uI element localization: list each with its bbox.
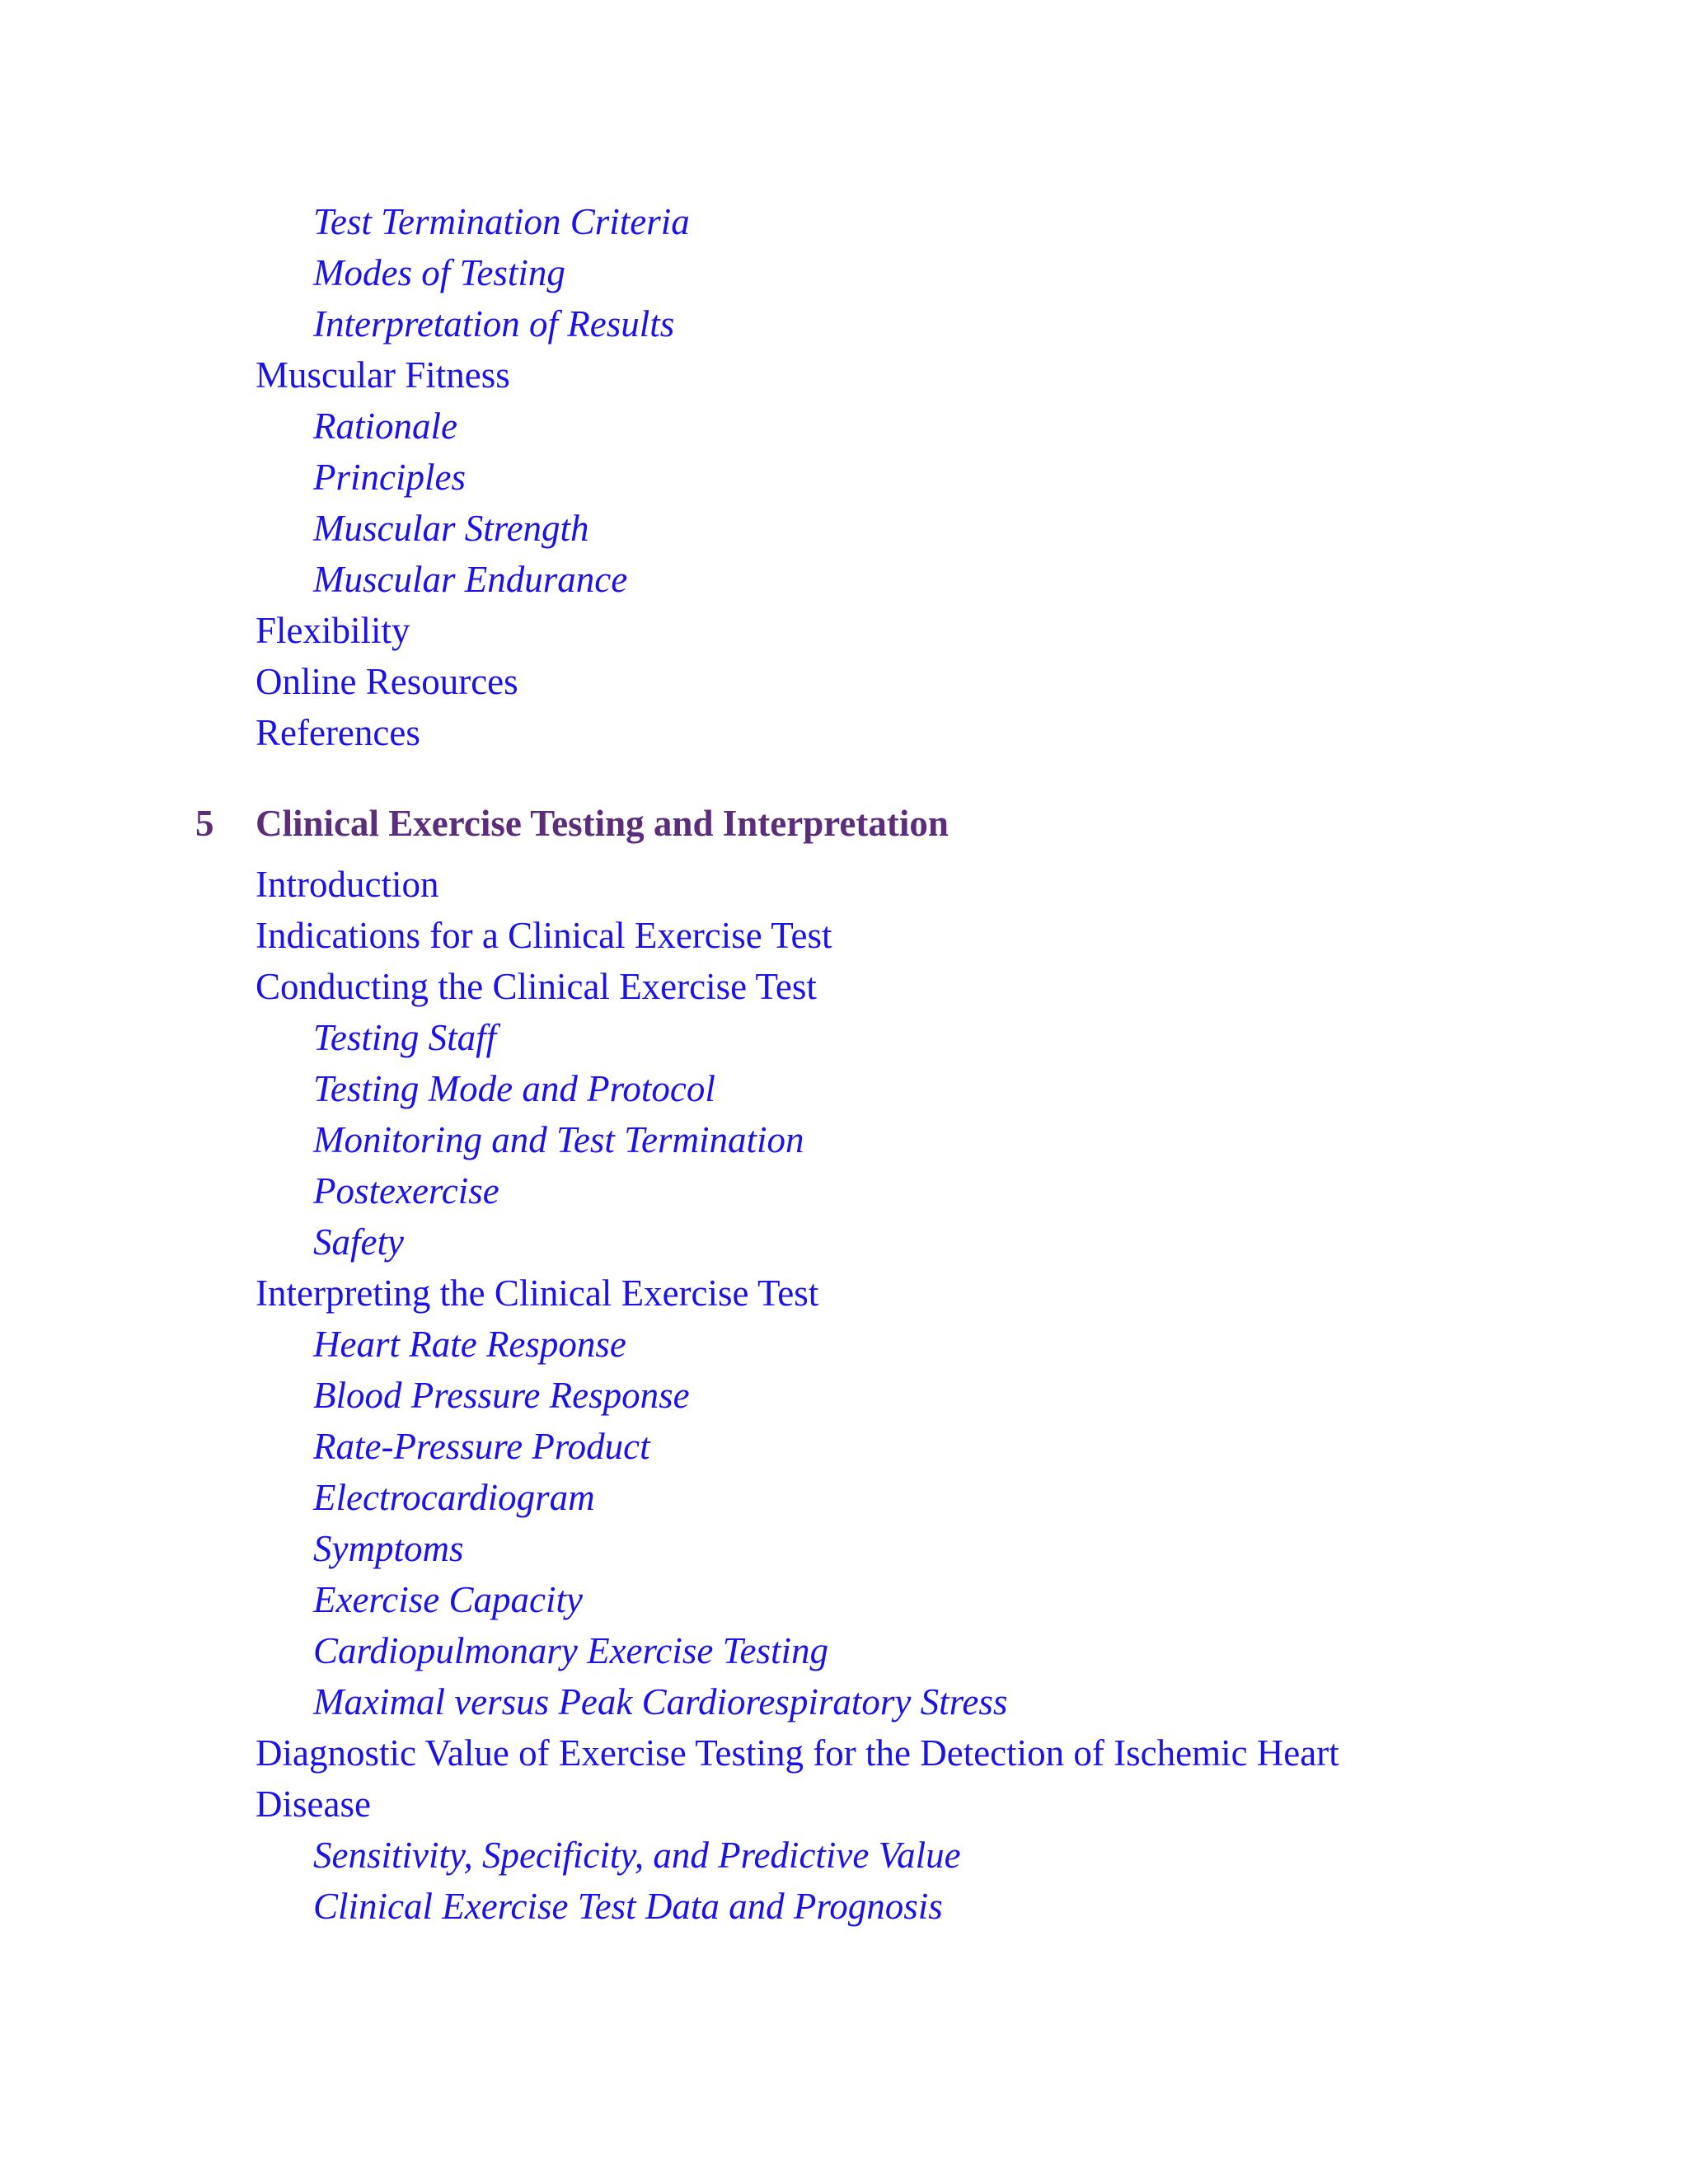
toc-link-test-data-prognosis[interactable]: Clinical Exercise Test Data and Prognosis xyxy=(313,1886,943,1927)
toc-link-electrocardiogram[interactable]: Electrocardiogram xyxy=(313,1477,595,1518)
toc-link-rationale[interactable]: Rationale xyxy=(313,405,457,447)
toc-link-diagnostic-value-cont[interactable]: Disease xyxy=(256,1783,371,1825)
toc-link-indications[interactable]: Indications for a Clinical Exercise Test xyxy=(256,915,832,956)
toc-link-rate-pressure-product[interactable]: Rate-Pressure Product xyxy=(313,1426,650,1467)
toc-link-safety[interactable]: Safety xyxy=(313,1221,404,1263)
toc-link-symptoms[interactable]: Symptoms xyxy=(313,1528,464,1569)
toc-link-testing-mode-protocol[interactable]: Testing Mode and Protocol xyxy=(313,1068,715,1109)
toc-link-testing-staff[interactable]: Testing Staff xyxy=(313,1017,497,1058)
toc-link-cardiopulmonary-testing[interactable]: Cardiopulmonary Exercise Testing xyxy=(313,1630,828,1671)
chapter-number: 5 xyxy=(195,803,214,844)
toc-link-flexibility[interactable]: Flexibility xyxy=(256,610,410,651)
chapter-title: Clinical Exercise Testing and Interpretation xyxy=(256,803,949,844)
toc-link-blood-pressure-response[interactable]: Blood Pressure Response xyxy=(313,1375,690,1416)
toc-link-interpretation-of-results[interactable]: Interpretation of Results xyxy=(313,303,675,344)
toc-link-online-resources[interactable]: Online Resources xyxy=(256,661,518,702)
toc-link-exercise-capacity[interactable]: Exercise Capacity xyxy=(313,1579,583,1620)
toc-link-monitoring-termination[interactable]: Monitoring and Test Termination xyxy=(313,1119,804,1160)
toc-link-postexercise[interactable]: Postexercise xyxy=(313,1170,499,1212)
toc-link-interpreting-test[interactable]: Interpreting the Clinical Exercise Test xyxy=(256,1272,819,1314)
toc-link-muscular-endurance[interactable]: Muscular Endurance xyxy=(313,559,628,600)
toc-link-muscular-strength[interactable]: Muscular Strength xyxy=(313,508,589,549)
toc-link-sensitivity-specificity[interactable]: Sensitivity, Specificity, and Predictive Value xyxy=(313,1835,961,1876)
toc-link-heart-rate-response[interactable]: Heart Rate Response xyxy=(313,1324,626,1365)
toc-link-references[interactable]: References xyxy=(256,712,420,753)
toc-link-introduction[interactable]: Introduction xyxy=(256,864,439,905)
toc-link-maximal-vs-peak[interactable]: Maximal versus Peak Cardiorespiratory Stress xyxy=(313,1681,1008,1722)
toc-link-modes-of-testing[interactable]: Modes of Testing xyxy=(313,252,565,293)
toc-link-conducting-test[interactable]: Conducting the Clinical Exercise Test xyxy=(256,966,817,1007)
toc-link-test-termination-criteria[interactable]: Test Termination Criteria xyxy=(313,201,690,242)
toc-link-muscular-fitness[interactable]: Muscular Fitness xyxy=(256,354,510,396)
toc-link-diagnostic-value[interactable]: Diagnostic Value of Exercise Testing for the Detection of Ischemic Heart xyxy=(256,1732,1339,1774)
toc-link-principles[interactable]: Principles xyxy=(313,457,466,498)
